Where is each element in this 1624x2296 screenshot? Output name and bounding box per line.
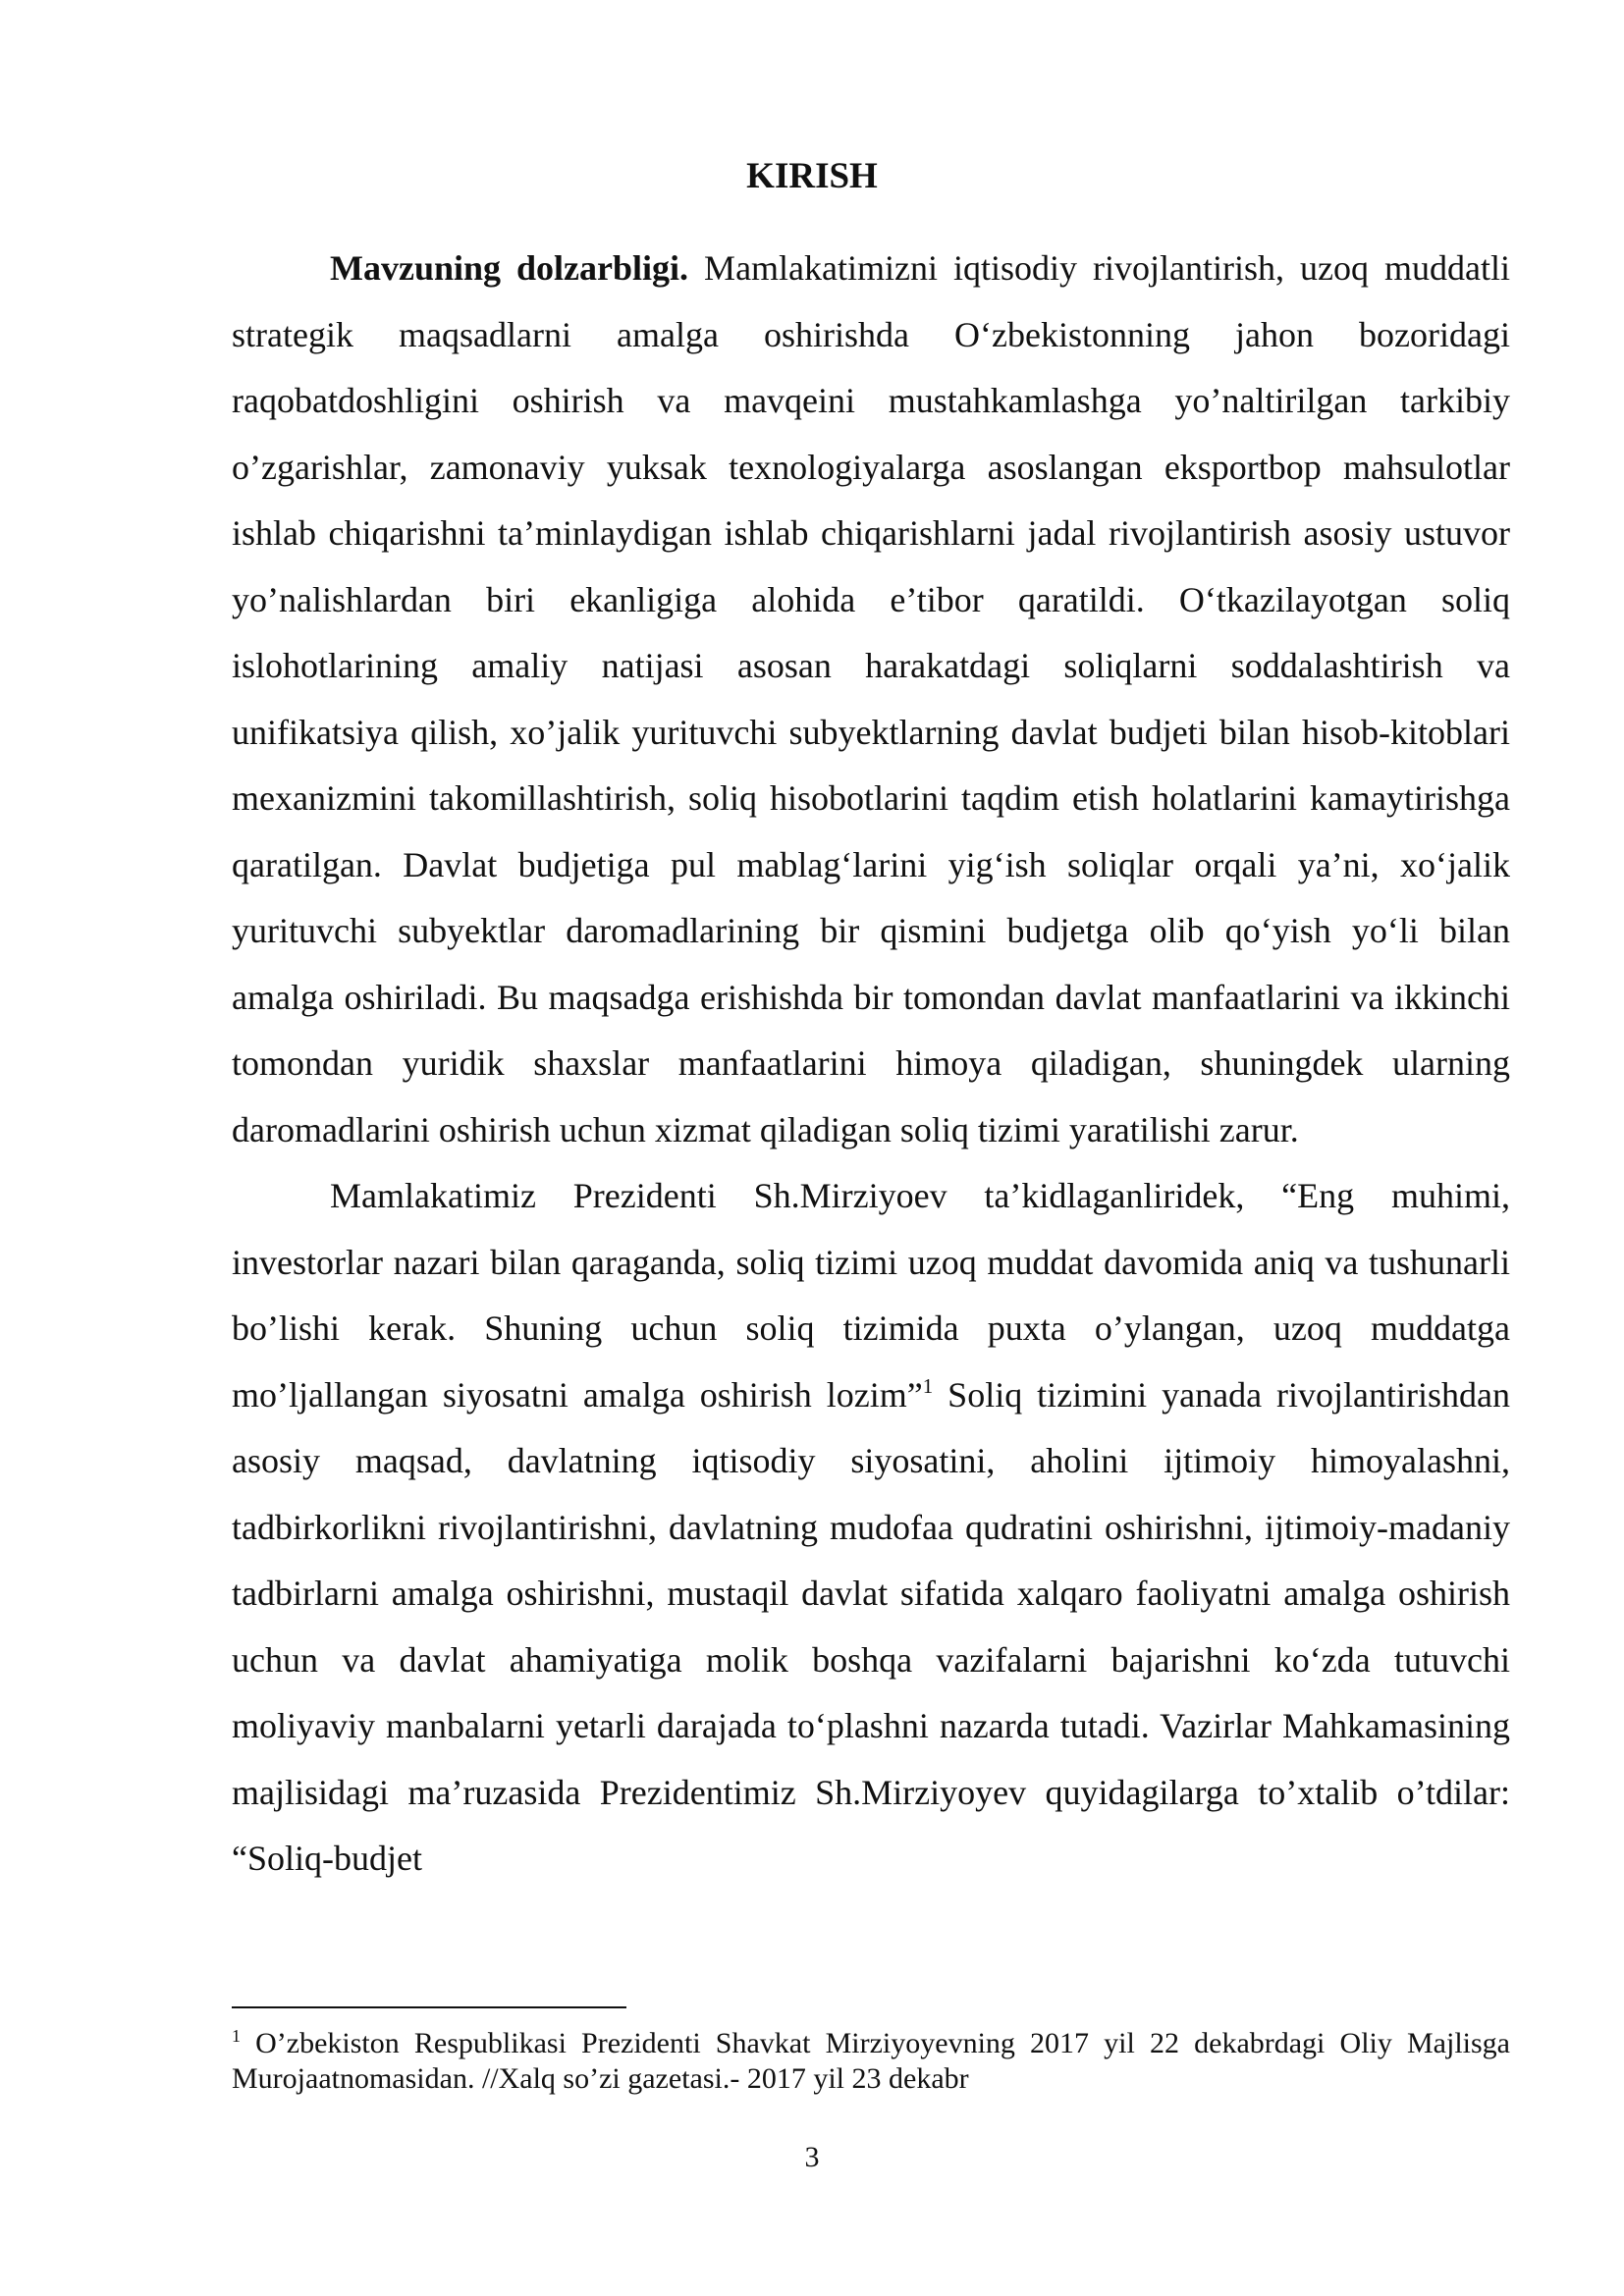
- page-number: 3: [804, 2141, 820, 2173]
- footnote-marker: 1: [232, 2026, 241, 2046]
- paragraph-text-after-ref: Soliq tizimini yanada rivojlantirishdan asosiy maqsad, davlatning iqtisodiy siyosatini, aholini ijtimoiy himoyalashni, tadbirkorlikni rivojlantirishni, davlatning mudofaa qudratini oshirishni, ijtimoiy-madaniy tadbirlarni amalga oshirishni, mustaqil davlat sifatida xalqaro faoliyatni amalga oshirish uchun va davlat ahamiyatiga molik boshqa vazifalarni bajarishni ko‘zda tutuvchi moliyaviy manbalarni yetarli darajada to‘plashni nazarda tutadi. Vazirlar Mahkamasining majlisidagi ma’ruzasida Prezidentimiz Sh.Mirziyoyev quyidagilarga to’xtalib o’tdilar: “Soliq-budjet: [232, 1374, 1510, 1878]
- body-text: [232, 236, 1510, 1893]
- footnote-text: O’zbekiston Respublikasi Prezidenti Shavkat Mirziyoyevning 2017 yil 22 dekabrdagi Oliy Majlisga Murojaatnomasidan. //Xalq so’zi gazetasi.- 2017 yil 23 dekabr: [232, 2027, 1510, 2095]
- footnote: [232, 2026, 1510, 2097]
- paragraph-relevance: [232, 236, 1510, 1163]
- paragraph-text-before-ref: Mamlakatimiz Prezidenti Sh.Mirziyoev ta’kidlaganliridek, “Eng muhimi, investorlar nazari bilan qaraganda, soliq tizimi uzoq muddat davomida aniq va tushunarli bo’lishi kerak. Shuning uchun soliq tizimida puxta o’ylangan, uzoq muddatga mo’ljallangan siyosatni amalga oshirish lozim”: [232, 1176, 1510, 1415]
- footnote-separator: [232, 2006, 626, 2008]
- paragraph-lead: Mavzuning dolzarbligi.: [330, 248, 689, 288]
- section-heading: KIRISH: [746, 156, 878, 196]
- paragraph-president-quote: [232, 1163, 1510, 1893]
- paragraph-text: Mamlakatimizni iqtisodiy rivojlantirish, uzoq muddatli strategik maqsadlarni amalga oshirishda O‘zbekistonning jahon bozoridagi raqobatdoshligini oshirish va mavqeini mustahkamlashga yo’naltirilgan tarkibiy o’zgarishlar, zamonaviy yuksak texnologiyalarga asoslangan eksportbop mahsulotlar ishlab chiqarishni ta’minlaydigan ishlab chiqarishlarni jadal rivojlantirish asosiy ustuvor yo’nalishlardan biri ekanligiga alohida e’tibor qaratildi. O‘tkazilayotgan soliq islohotlarining amaliy natijasi asosan harakatdagi soliqlarni soddalashtirish va unifikatsiya qilish, xo’jalik yurituvchi subyektlarning davlat budjeti bilan hisob-kitoblari mexanizmini takomillashtirish, soliq hisobotlarini taqdim etish holatlarini kamaytirishga qaratilgan. Davlat budjetiga pul mablag‘larini yig‘ish soliqlar orqali ya’ni, xo‘jalik yurituvchi subyektlar daromadlarining bir qismini budjetga olib qo‘yish yo‘li bilan amalga oshiriladi. Bu maqsadga erishishda bir tomondan davlat manfaatlarini va ikkinchi tomondan yuridik shaxslar manfaatlarini himoya qiladigan, shuningdek ularning daromadlarini oshirish uchun xizmat qiladigan soliq tizimi yaratilishi zarur.: [232, 248, 1510, 1149]
- footnote-reference[interactable]: 1: [922, 1373, 934, 1398]
